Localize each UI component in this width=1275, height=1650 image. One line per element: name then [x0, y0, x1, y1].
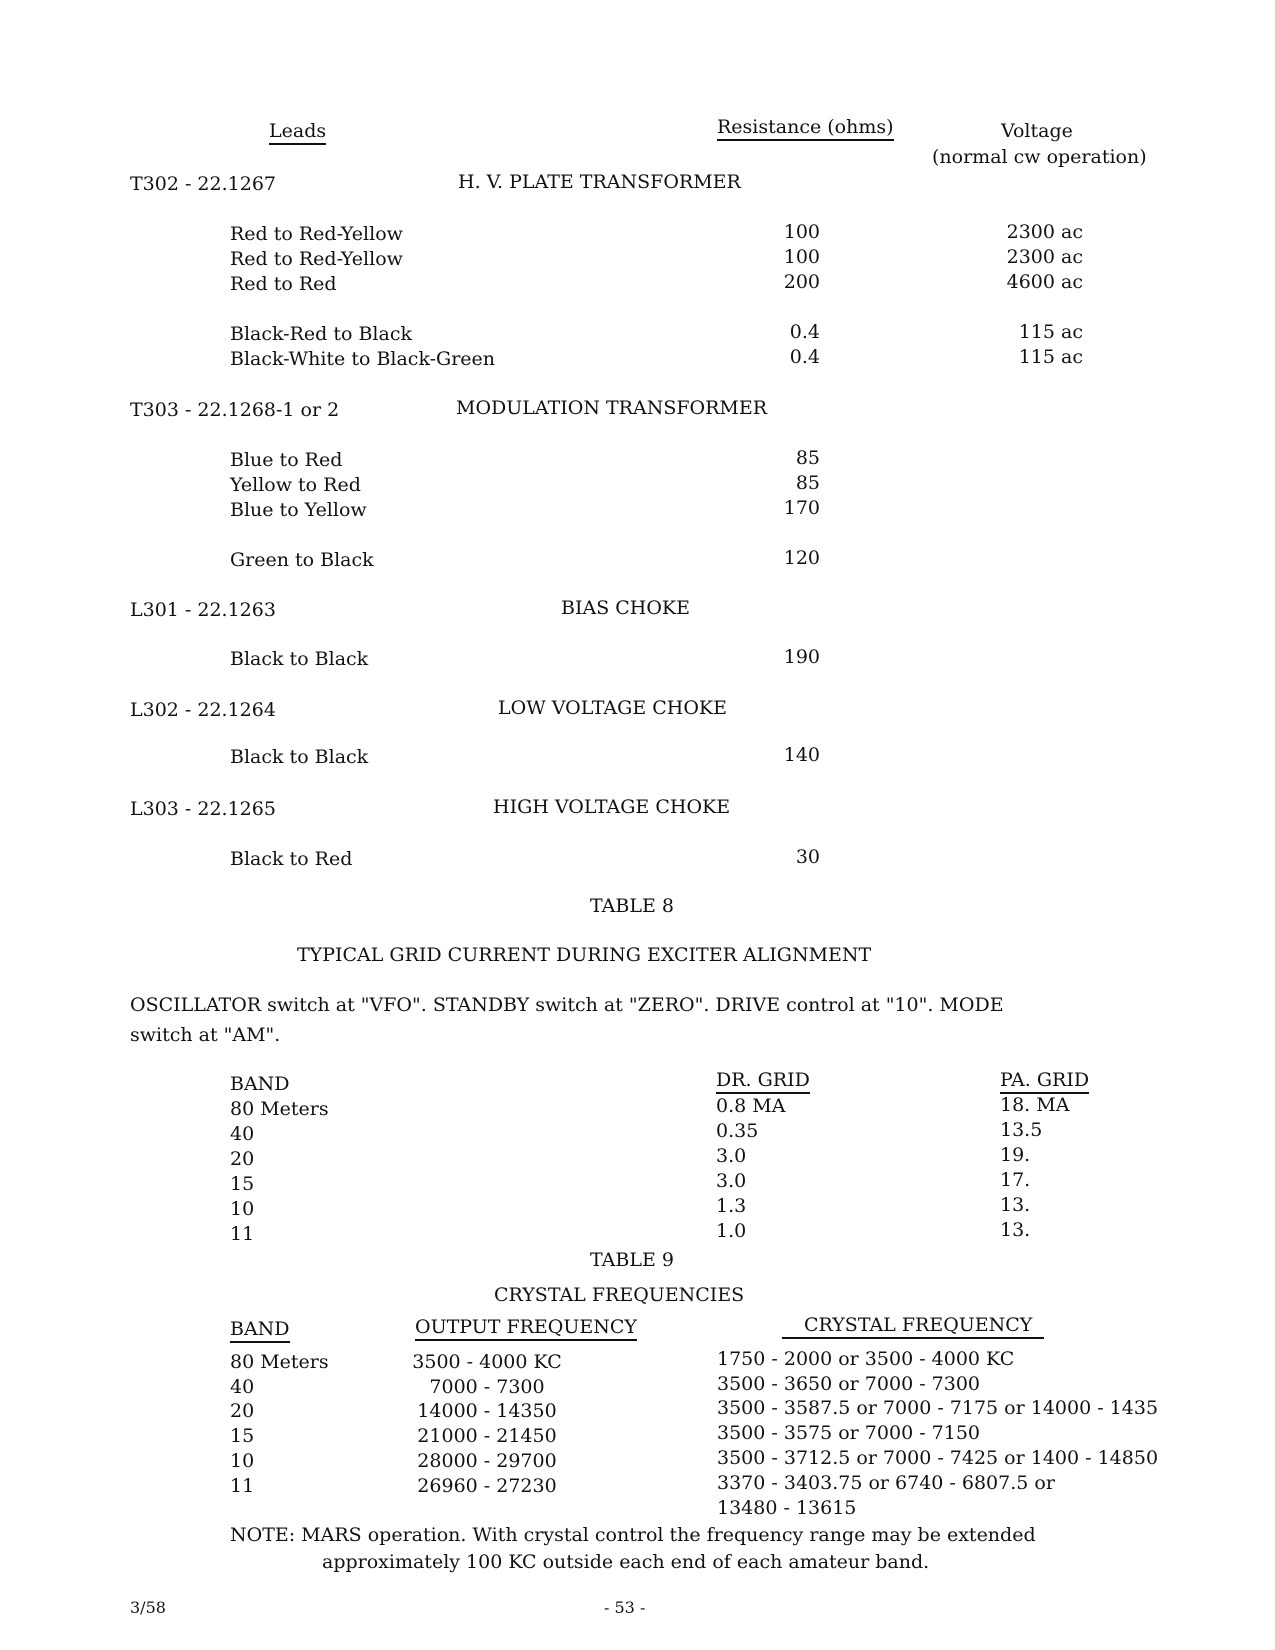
component-name: LOW VOLTAGE CHOKE [498, 697, 727, 719]
component-name: H. V. PLATE TRANSFORMER [458, 171, 741, 193]
leads-cell: Black to Black [230, 648, 369, 670]
leads-cell: Black to Red [230, 848, 353, 870]
table8-dr-grid-cell: 0.8 MA [716, 1095, 786, 1117]
table8-col-pa-grid: PA. GRID [1000, 1071, 1089, 1094]
leads-cell: Green to Black [230, 549, 374, 571]
voltage-cell: 2300 ac [1006, 246, 1083, 268]
table8-band-cell: 20 [230, 1148, 255, 1170]
resistance-cell: 120 [783, 547, 820, 569]
table8-band-cell: 11 [230, 1223, 255, 1245]
table8-pa-grid-cell: 13.5 [1000, 1119, 1043, 1141]
resistance-cell: 0.4 [789, 321, 820, 343]
voltage-header-note: (normal cw operation) [932, 146, 1147, 168]
table9-col-crystal: CRYSTAL FREQUENCY [782, 1316, 1044, 1339]
table8-band-cell: 80 Meters [230, 1098, 329, 1120]
leads-cell: Red to Red-Yellow [230, 248, 403, 270]
resistance-cell: 30 [795, 846, 820, 868]
table8-pa-grid-cell: 18. MA [1000, 1094, 1070, 1116]
table9-col-output: OUTPUT FREQUENCY [415, 1318, 637, 1341]
table8-band-cell: 10 [230, 1198, 255, 1220]
table9-note-1: NOTE: MARS operation. With crystal control the frequency range may be extended [230, 1524, 1036, 1546]
table9-crystal-cell: 3500 - 3712.5 or 7000 - 7425 or 1400 - 14850 [717, 1446, 1159, 1469]
table8-pa-grid-cell: 17. [1000, 1169, 1031, 1191]
resistance-cell: 190 [783, 646, 820, 668]
voltage-cell: 2300 ac [1006, 221, 1083, 243]
component-name: BIAS CHOKE [561, 597, 690, 619]
table8-instructions-2: switch at "AM". [130, 1024, 281, 1046]
resistance-cell: 100 [783, 246, 820, 268]
table8-dr-grid-cell: 1.3 [716, 1195, 747, 1217]
resistance-cell: 100 [783, 221, 820, 243]
table9-crystal-cell: 3500 - 3587.5 or 7000 - 7175 or 14000 - 1435 [717, 1397, 1159, 1420]
table9-output-cell: 3500 - 4000 KC [412, 1351, 562, 1373]
voltage-cell: 115 ac [1018, 321, 1083, 343]
table9-crystal-cell: 3500 - 3650 or 7000 - 7300 [717, 1372, 981, 1395]
table9-band-cell: 11 [230, 1474, 255, 1497]
component-id: L301 - 22.1263 [130, 599, 276, 621]
footer-page-number: - 53 - [604, 1598, 646, 1617]
leads-header: Leads [269, 122, 326, 145]
table8-band-cell: 40 [230, 1123, 255, 1145]
table8-band-cell: 15 [230, 1173, 255, 1195]
resistance-cell: 170 [783, 497, 820, 519]
table9-output-cell: 28000 - 29700 [417, 1449, 557, 1472]
table8-col-dr-grid: DR. GRID [716, 1071, 810, 1094]
table9-band-cell: 80 Meters [230, 1351, 329, 1373]
component-id: L302 - 22.1264 [130, 699, 276, 721]
voltage-cell: 4600 ac [1006, 271, 1083, 293]
leads-cell: Blue to Yellow [230, 499, 367, 521]
leads-cell: Black-Red to Black [230, 323, 412, 345]
table9-crystal-cell: 1750 - 2000 or 3500 - 4000 KC [717, 1348, 1015, 1370]
table8-dr-grid-cell: 3.0 [716, 1170, 747, 1192]
component-id: L303 - 22.1265 [130, 798, 276, 820]
table8-pa-grid-cell: 19. [1000, 1144, 1031, 1166]
table9-title: CRYSTAL FREQUENCIES [494, 1284, 745, 1306]
table8-title: TYPICAL GRID CURRENT DURING EXCITER ALIGNMENT [297, 944, 872, 966]
leads-cell: Black-White to Black-Green [230, 348, 496, 370]
leads-cell: Red to Red-Yellow [230, 223, 403, 245]
leads-cell: Red to Red [230, 273, 337, 295]
table9-crystal-cell: 3370 - 3403.75 or 6740 - 6807.5 or [717, 1471, 1055, 1494]
table9-crystal-cell: 3500 - 3575 or 7000 - 7150 [717, 1422, 981, 1445]
table8-dr-grid-cell: 0.35 [716, 1120, 759, 1142]
table9-note-2: approximately 100 KC outside each end of each amateur band. [322, 1551, 930, 1573]
leads-cell: Blue to Red [230, 449, 343, 471]
table8-dr-grid-cell: 1.0 [716, 1220, 747, 1242]
table8-pa-grid-cell: 13. [1000, 1194, 1031, 1216]
table8-pa-grid-cell: 13. [1000, 1219, 1031, 1241]
resistance-cell: 85 [795, 447, 820, 469]
table9-output-cell: 14000 - 14350 [417, 1400, 557, 1423]
resistance-cell: 85 [795, 472, 820, 494]
resistance-header: Resistance (ohms) [717, 118, 894, 141]
table9-col-band: BAND [230, 1320, 290, 1343]
table8-dr-grid-cell: 3.0 [716, 1145, 747, 1167]
table9-band-cell: 20 [230, 1400, 255, 1423]
resistance-cell: 140 [783, 744, 820, 766]
table8-label: TABLE 8 [590, 895, 674, 917]
table9-continuation: 13480 - 13615 [717, 1497, 857, 1519]
component-id: T303 - 22.1268-1 or 2 [130, 399, 340, 421]
table9-label: TABLE 9 [590, 1249, 674, 1271]
component-name: HIGH VOLTAGE CHOKE [493, 796, 731, 818]
table9-band-cell: 40 [230, 1375, 255, 1398]
footer-date: 3/58 [130, 1598, 166, 1617]
table8-instructions-1: OSCILLATOR switch at "VFO". STANDBY switch at "ZERO". DRIVE control at "10". MODE [130, 994, 1004, 1016]
resistance-cell: 0.4 [789, 346, 820, 368]
table8-col-band: BAND [230, 1073, 290, 1095]
table9-output-cell: 7000 - 7300 [429, 1375, 545, 1398]
leads-cell: Black to Black [230, 746, 369, 768]
leads-cell: Yellow to Red [230, 474, 361, 496]
table9-output-cell: 26960 - 27230 [417, 1474, 557, 1497]
voltage-cell: 115 ac [1018, 346, 1083, 368]
table9-output-cell: 21000 - 21450 [417, 1425, 557, 1448]
table9-band-cell: 10 [230, 1449, 255, 1472]
resistance-cell: 200 [783, 271, 820, 293]
voltage-header: Voltage [1001, 120, 1073, 142]
component-id: T302 - 22.1267 [130, 173, 277, 195]
table9-band-cell: 15 [230, 1425, 255, 1448]
component-name: MODULATION TRANSFORMER [456, 397, 768, 419]
